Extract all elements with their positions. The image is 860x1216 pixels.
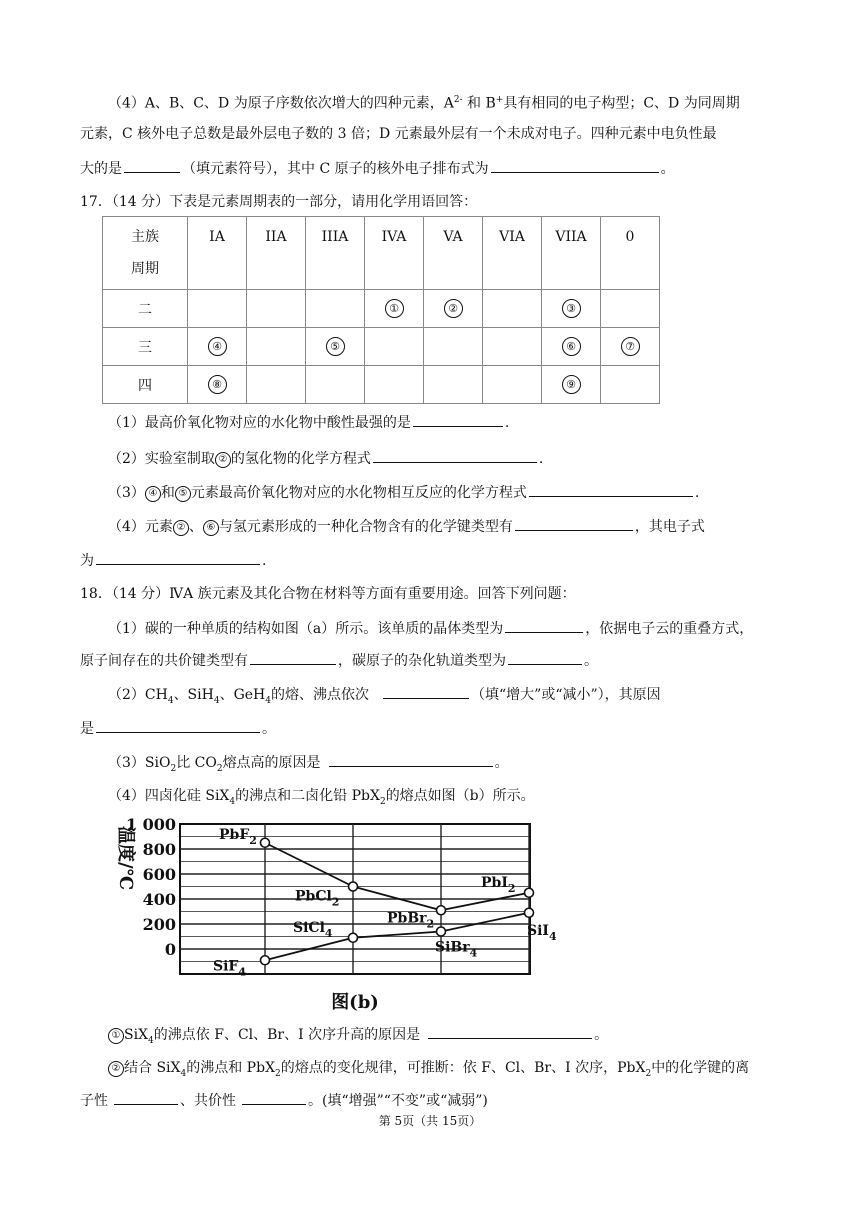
subscript: 4 [180, 1068, 187, 1079]
q17-text: （1）最高价氧化物对应的水化物中酸性最强的是 [108, 415, 411, 431]
q17-sub4-cont [80, 550, 266, 571]
subscript: 4 [213, 695, 220, 706]
table-row [103, 290, 660, 328]
table-cell [306, 290, 365, 328]
answer-blank[interactable] [96, 718, 260, 733]
q18-text: 的熔、沸点依次 [271, 687, 369, 703]
table-corner-cell [103, 217, 188, 290]
table-cell [188, 328, 247, 366]
table-cell [306, 328, 365, 366]
answer-blank[interactable] [508, 650, 582, 665]
data-point [525, 908, 534, 917]
table-cell [542, 328, 601, 366]
q18-title: 18．（14 分）ⅣA 族元素及其化合物在材料等方面有重要用途。回答下列问题： [80, 586, 576, 602]
q17-text: . [504, 415, 510, 431]
q17-text: （2）实验室制取 [108, 451, 215, 467]
header-cell: 0 [601, 217, 660, 290]
q18-text: 。 [584, 653, 598, 669]
data-point [261, 838, 270, 847]
table-row [103, 328, 660, 366]
q18-text: 的沸点和 PbX [186, 1060, 276, 1076]
q18-text: （4）四卤化硅 SiX [108, 788, 230, 804]
q18-sub3 [108, 752, 509, 779]
answer-blank[interactable] [250, 650, 336, 665]
subscript: 4 [265, 695, 271, 706]
q16-4-text: 。 [660, 161, 675, 177]
answer-blank[interactable] [428, 1024, 592, 1039]
q18-text: （2）CH [108, 687, 168, 703]
element-marker: ⑧ [208, 375, 227, 394]
q16-4-text: （填元素符号），其中 C 原子的核外电子排布式为 [182, 161, 489, 177]
q17-text: 与氢元素形成的一种化合物含有的化学键类型有 [218, 519, 513, 535]
q18-text: 的沸点和二卤化铅 PbX [235, 788, 380, 804]
q17-text: 和 [160, 485, 175, 501]
table-cell [601, 290, 660, 328]
table-row [103, 366, 660, 404]
q17-text: . [538, 451, 544, 467]
answer-blank[interactable] [242, 1090, 306, 1105]
q18-text: 。 [262, 721, 276, 737]
q16-4-text: 和 B [467, 95, 496, 112]
subscript: 4 [167, 695, 174, 706]
subscript: 2 [645, 1068, 652, 1079]
corner-top-label: 主族 [131, 229, 159, 245]
table-cell [483, 366, 542, 404]
header-cell: IIIA [306, 217, 365, 290]
answer-blank[interactable] [383, 684, 469, 699]
q16-4-line3 [80, 158, 675, 179]
element-marker: ④ [145, 486, 161, 502]
q18-4-q2-cont [80, 1090, 488, 1111]
question-marker: ① [108, 1028, 124, 1044]
q17-text: 为 [80, 553, 94, 569]
table-cell [542, 290, 601, 328]
page-footer: 第 5页（共 15页） [378, 1114, 482, 1128]
y-tick-label: 600 [142, 865, 176, 884]
q16-4-text: 具有相同的电子构型；C、D 为同周期 [503, 95, 740, 112]
data-label: SiBr$_4$ [435, 939, 478, 960]
element-marker: ② [215, 452, 231, 468]
q18-sub2-cont [80, 718, 276, 739]
q16-4-text: （4）A、B、C、D 为原子序数依次增大的四种元素，A [108, 95, 454, 112]
y-axis-label: 温度/℃ [115, 826, 136, 891]
q18-text: 。(填“增强”“不变”或“减弱”) [308, 1093, 488, 1109]
q18-text: 的沸点依 F、Cl、Br、I 次序升高的原因是 [153, 1027, 421, 1043]
element-marker: ④ [208, 337, 227, 356]
period-cell: 三 [103, 328, 188, 366]
q18-text: 熔点高的原因是 [222, 755, 321, 771]
q18-sub1 [108, 618, 753, 639]
q18-text: 比 CO [176, 755, 217, 771]
data-label: SiCl$_4$ [293, 919, 333, 940]
answer-blank[interactable] [505, 618, 583, 633]
subscript: 2 [379, 796, 386, 807]
header-cell: VA [424, 217, 483, 290]
question-marker: ② [108, 1061, 124, 1077]
q17-sub3 [108, 482, 699, 503]
subscript: 2 [216, 763, 223, 774]
q18-text: 。 [494, 755, 509, 771]
subscript: 4 [148, 1035, 154, 1046]
element-marker: ⑤ [326, 337, 345, 356]
table-cell [424, 290, 483, 328]
period-cell: 二 [103, 290, 188, 328]
periodic-table [102, 216, 660, 404]
data-label: SiI$_4$ [527, 922, 557, 943]
q17-text: . [694, 485, 700, 501]
q18-text: SiX [124, 1027, 149, 1043]
answer-blank[interactable] [413, 412, 503, 427]
table-cell [188, 290, 247, 328]
data-label: PbF$_2$ [219, 826, 257, 847]
table-cell [247, 366, 306, 404]
subscript: 4 [229, 796, 236, 807]
corner-bottom-label: 周期 [131, 261, 159, 277]
q17-sub4 [108, 516, 705, 537]
q16-4-text: 大的是 [80, 161, 122, 177]
q17-text: 元素最高价氧化物对应的水化物相互反应的化学方程式 [190, 485, 527, 501]
q17-text: （3） [108, 485, 145, 501]
q17-title: 17．（14 分）下表是元素周期表的一部分，请用化学用语回答： [80, 194, 478, 210]
data-point [437, 906, 446, 915]
q18-text: 。 [594, 1027, 609, 1043]
table-cell [365, 366, 424, 404]
element-marker: ⑦ [621, 337, 640, 356]
data-label: PbBr$_2$ [387, 910, 435, 931]
data-point [349, 882, 358, 891]
table-cell [247, 328, 306, 366]
table-cell [424, 366, 483, 404]
q18-text: 、GeH [219, 687, 266, 703]
table-cell [247, 290, 306, 328]
q17-text: 的氢化物的化学方程式 [230, 451, 371, 467]
q18-text: （1）碳的一种单质的结构如图（a）所示。该单质的晶体类型为 [108, 621, 504, 637]
table-cell [424, 328, 483, 366]
series-line [441, 893, 529, 911]
q18-text: （3）SiO [108, 755, 171, 771]
answer-blank[interactable] [96, 550, 260, 565]
header-cell: IA [188, 217, 247, 290]
subscript: 2 [275, 1068, 281, 1079]
q17-sub2 [108, 448, 543, 469]
q18-text: （填“增大”或“减小”），其原因 [471, 687, 661, 703]
q18-text: 、共价性 [180, 1093, 236, 1109]
table-cell [365, 328, 424, 366]
q16-4-line1 [108, 90, 740, 114]
data-point [437, 927, 446, 936]
table-cell [483, 328, 542, 366]
q18-4-q2 [108, 1058, 749, 1084]
q17-sub1 [108, 412, 509, 433]
element-marker: ② [173, 520, 189, 536]
y-tick-label: 1 000 [125, 815, 176, 834]
answer-blank[interactable] [373, 448, 537, 463]
y-tick-label: 200 [142, 915, 176, 934]
series-line [441, 913, 529, 932]
data-label: SiF$_4$ [213, 958, 247, 979]
answer-blank[interactable] [515, 516, 633, 531]
data-point [261, 956, 270, 965]
y-tick-label: 400 [142, 890, 176, 909]
q18-text: 的熔点如图（b）所示。 [385, 788, 535, 804]
data-label: PbI$_2$ [481, 874, 516, 895]
data-point [349, 933, 358, 942]
answer-blank[interactable] [114, 1090, 178, 1105]
data-label: PbCl$_2$ [295, 888, 340, 909]
data-point [525, 888, 534, 897]
element-marker: ② [444, 299, 463, 318]
table-cell [365, 290, 424, 328]
q18-text: 、SiH [173, 687, 214, 703]
table-cell [483, 290, 542, 328]
q18-text: 子性 [80, 1093, 108, 1109]
superscript: 2- [453, 95, 463, 105]
q18-text: 是 [80, 721, 94, 737]
q18-text: ，碳原子的杂化轨道类型为 [338, 653, 506, 669]
header-cell: VIA [483, 217, 542, 290]
element-marker: ③ [562, 299, 581, 318]
table-cell [601, 366, 660, 404]
q18-4-q1 [108, 1024, 608, 1051]
q16-4-line2: 元素，C 核外电子总数是最外层电子数的 3 倍；D 元素最外层有一个未成对电子。四种元素中电负性最 [80, 126, 717, 142]
answer-blank[interactable] [529, 482, 693, 497]
chart-title: 图(b) [331, 992, 379, 1013]
q18-text: 中的化学键的离 [651, 1060, 750, 1076]
header-cell: IIA [247, 217, 306, 290]
q17-text: ，其电子式 [634, 519, 705, 535]
q18-sub2 [108, 684, 661, 711]
table-cell [542, 366, 601, 404]
table-cell [601, 328, 660, 366]
q18-text: ，依据电子云的重叠方式， [585, 621, 754, 637]
q18-text: 原子间存在的共价键类型有 [80, 653, 248, 669]
table-cell [306, 366, 365, 404]
table-cell [188, 366, 247, 404]
superscript: + [495, 95, 504, 105]
element-marker: ⑥ [203, 520, 219, 536]
q18-sub1-cont [80, 650, 598, 671]
answer-blank[interactable] [329, 752, 493, 767]
q17-text: . [262, 553, 267, 569]
element-marker: ⑥ [562, 337, 581, 356]
y-tick-label: 800 [142, 840, 176, 859]
subscript: 2 [170, 763, 177, 774]
q17-text: 、 [188, 519, 203, 535]
element-marker: ① [385, 299, 404, 318]
answer-blank[interactable] [491, 158, 659, 173]
period-cell: 四 [103, 366, 188, 404]
table-header-row [103, 217, 660, 290]
melting-boiling-point-chart [100, 806, 560, 1016]
header-cell: IVA [365, 217, 424, 290]
element-marker: ⑨ [562, 375, 581, 394]
q17-text: （4）元素 [108, 519, 173, 535]
q18-text: 的熔点的变化规律，可推断：依 F、Cl、Br、I 次序，PbX [280, 1060, 646, 1076]
header-cell: VIIA [542, 217, 601, 290]
element-marker: ⑤ [175, 486, 191, 502]
y-tick-label: 0 [164, 940, 176, 959]
answer-blank[interactable] [124, 158, 180, 173]
q18-text: 结合 SiX [124, 1060, 181, 1076]
